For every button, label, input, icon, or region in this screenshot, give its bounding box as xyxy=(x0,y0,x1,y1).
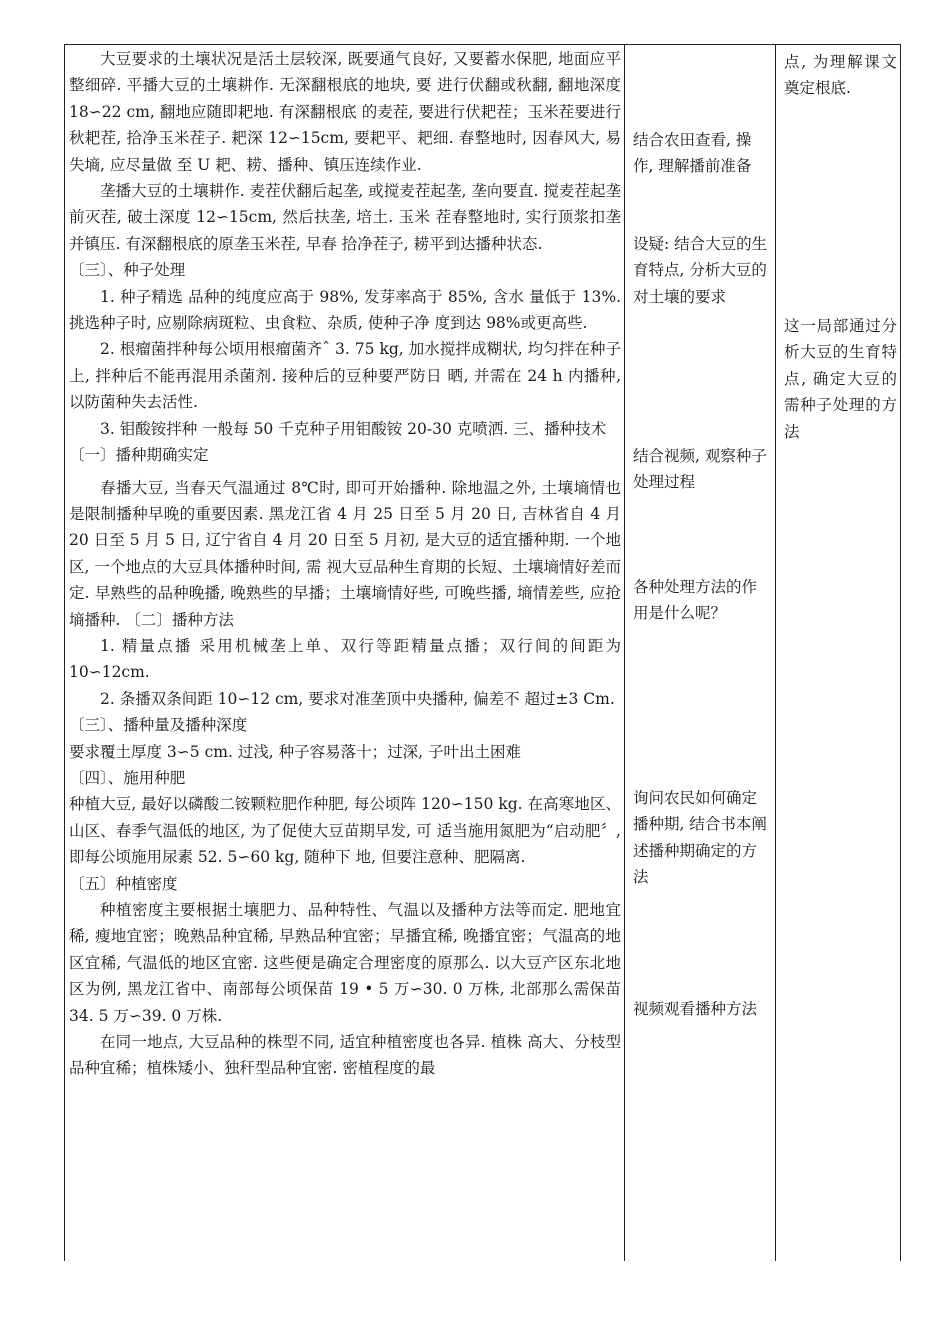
paragraph-seed-fertilizer: 种植大豆, 最好以磷酸二铵颗粒肥作种肥, 每公顷阵 120∽150 kg. 在高寒地区、山区、春季气温低的地区, 为了促使大豆苗期早发, 可 适当施用氮肥为“启动肥〞, 即每公顷施用尿素 52. 5∽60 kg, 随种下 地, 但要注意种、肥隔离. xyxy=(69,795,621,867)
section-heading-sowing-depth: 〔三〕、播种量及播种深度 xyxy=(69,716,248,735)
paragraph-sowing-depth: 要求覆土厚度 3∽5 cm. 过浅, 种子容易落十；过深, 子叶出土困难 xyxy=(69,742,522,761)
activity-note: 结合视频, 观察种子处理过程 xyxy=(633,447,767,492)
paragraph-planting-density: 种植密度主要根据土壤肥力、品种特性、气温以及播种方法等而定. 肥地宜稀, 瘦地宜密；晚熟品种宜稀, 早熟品种宜密；早播宜稀, 晚播宜密；气温高的地区宜稀, 气温低的地区宜密. 这些便是确定合理密度的原那么. 以大豆产区东北地区为例, 黑龙江省中、南部每公顷保苗 19 • 5 万∽30. 0 万株, 北部那么需保苗 34. 5 万∽39. 0 万株. xyxy=(69,901,621,1025)
section-heading-planting-density: 〔五〕种植密度 xyxy=(69,874,178,893)
activity-note: 结合农田查看, 操作, 理解播前准备 xyxy=(633,131,752,176)
teaching-content-column xyxy=(69,46,621,1082)
activity-note: 各种处理方法的作用是什么呢？ xyxy=(633,578,758,623)
activity-note: 设疑: 结合大豆的生育特点, 分析大豆的对土壤的要求 xyxy=(633,235,768,306)
paragraph-ridge-tillage: 垄播大豆的土壤耕作. 麦茬伏翻后起垄, 或搅麦茬起垄, 垄向要直. 搅麦茬起垄前灭茬, 破土深度 12∽15cm, 然后扶垄, 培土. 玉米 茬春整地时, 实行顶浆扣垄并镇压. 有深翻根底的原垄玉米茬, 早春 拾净茬子, 耢平到达播种状态. xyxy=(69,182,621,253)
paragraph-precision-sowing: 1. 精量点播 采用机械垄上单、双行等距精量点播；双行间的间距为 10∽12cm. xyxy=(69,636,621,682)
column-divider xyxy=(775,45,776,1261)
paragraph-row-sowing: 2. 条播双条间距 10∽12 cm, 要求对准垄顶中央播种, 偏差不 超过±3 Cm. xyxy=(100,689,615,708)
lesson-table xyxy=(64,44,901,1261)
paragraph-seed-selection: 1. 种子精选 品种的纯度应高于 98%, 发芽率高于 85%, 含水 量低于 13%. 挑选种子时, 应剔除病斑粒、虫食粒、杂质, 使种子净 度到达 98%或更高些. xyxy=(69,287,621,333)
section-heading-sowing-date: 〔一〕播种期确实定 xyxy=(69,446,209,465)
activity-note: 询问农民如何确定播种期, 结合书本阐述播种期确定的方法 xyxy=(633,789,767,887)
paragraph-soil-requirements: 大豆要求的土壤状况是活土层较深, 既要通气良好, 又要蓄水保肥, 地面应平整细碎. 平播大豆的土壤耕作. 无深翻根底的地块, 要 进行伏翻或秋翻, 翻地深度 18∽22 cm, 翻地应随即耙地. 有深翻根底 的麦茬, 要进行伏耙茬；玉米茬要进行秋耙茬, 拾净玉米茬子. 耙深 12∽15cm, 要耙平、耙细. 春整地时, 因春风大, 易失墒, 应尽量做 至 U 耙、耢、播种、镇压连续作业. xyxy=(69,50,621,174)
paragraph-rhizobium: 2. 根瘤菌拌种每公顷用根瘤菌齐ˆ 3. 75 kg, 加水搅拌成糊状, 均匀拌在种子上, 拌种后不能再混用杀菌剂. 接种后的豆种要严防日 晒, 并需在 24 h 内播种, 以防菌种失去活性. xyxy=(69,340,621,412)
intent-note: 点, 为理解课文奠定根底. xyxy=(784,53,897,98)
section-heading-seed-treatment: 〔三〕、种子处理 xyxy=(69,261,186,280)
paragraph-sowing-date: 春播大豆, 当春天气温通过 8℃时, 即可开始播种. 除地温之外, 土壤墒情也是限制播种早晚的重要因素. 黑龙江省 4 月 25 日至 5 月 20 日, 吉林省自 4 月 20 日至 5 月 5 日, 辽宁省自 4 月 20 日至 5 月初, 是大豆的适宜播种期. 一个地区, 一个地点的大豆具体播种时间, 需 视大豆品种生育期的长短、土壤墒情好差而定. 早熟些的品种晚播, 晚熟些的早播；土壤墒情好些, 可晚些播, 墒情差些, 应抢墒播种. 〔二〕播种方法 xyxy=(69,478,621,629)
intent-note: 这一局部通过分析大豆的生育特点, 确定大豆的需种子处理的方法 xyxy=(784,317,897,441)
paragraph-plant-type: 在同一地点, 大豆品种的株型不同, 适宜种植密度也各异. 植株 高大、分枝型品种宜稀；植株矮小、独秆型品种宜密. 密植程度的最 xyxy=(69,1033,621,1078)
activity-note: 视频观看播种方法 xyxy=(633,1000,758,1018)
section-heading-seed-fertilizer: 〔四〕、施用种肥 xyxy=(69,768,186,787)
paragraph-molybdate: 3. 钼酸铵拌种 一般每 50 千克种子用钼酸铵 20-30 克喷洒. 三、播种技术 xyxy=(100,419,607,438)
column-divider xyxy=(624,45,625,1261)
document-page xyxy=(64,44,901,1261)
